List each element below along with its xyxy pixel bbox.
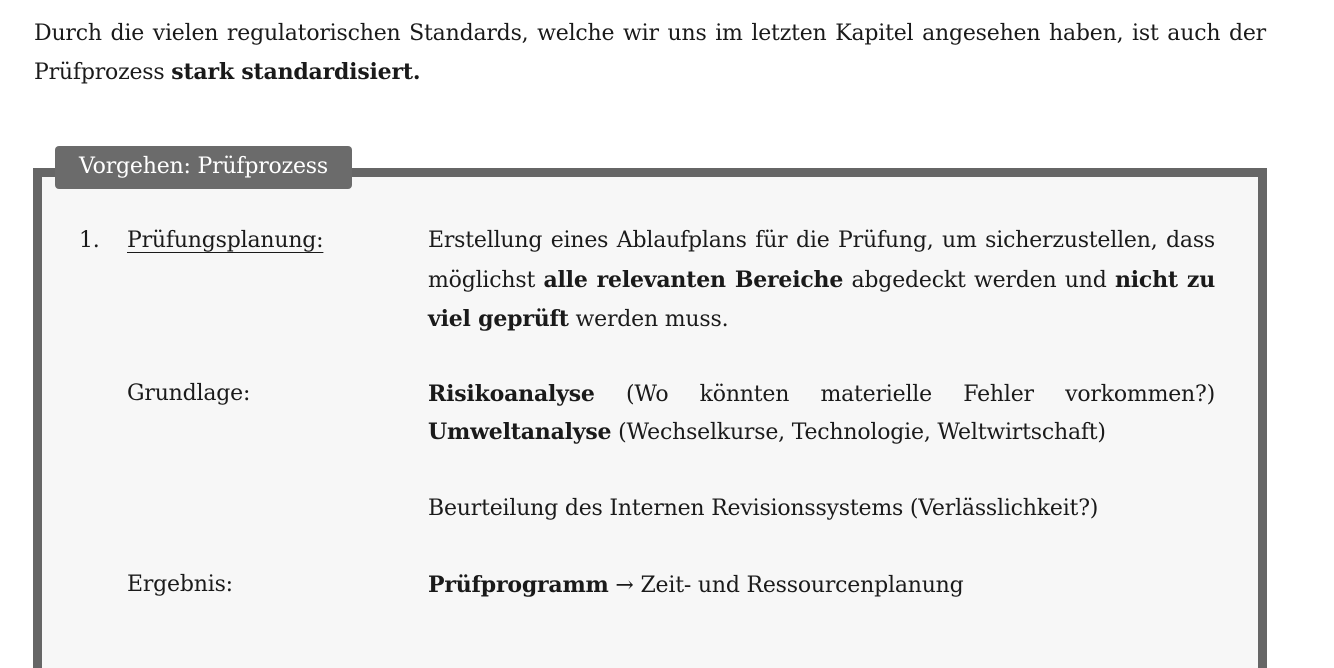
item-number: 1. [79,228,100,253]
intro-paragraph [34,14,1266,92]
intro-text: Durch die vielen regulatorischen Standards, welche wir uns im letzten Kapitel angesehen haben, ist auch der Prüfprozess [34,21,1266,85]
basis-internal-line: Beurteilung des Internen Revisionssystems (Verlässlichkeit?) [428,496,1099,521]
planning-bold-1: alle relevanten Bereiche [543,266,844,293]
basis-risk-line [428,375,1215,415]
result-label: Ergebnis: [127,572,233,597]
item-label-text: Prüfungsplanung: [127,228,324,253]
planning-text-2: abgedeckt werden und [843,267,1115,293]
result-bold: Prüfprogramm [428,572,609,598]
basis-env-line [428,413,1215,453]
result-text: Zeit- und Ressourcenplanung [640,573,964,598]
item-label [127,222,323,261]
planning-bold-2: nicht zu viel geprüft [428,266,1215,332]
env-analysis-bold: Umweltanalyse [428,419,612,445]
intro-bold: stark standardisiert. [171,59,421,85]
planning-description [428,222,1215,340]
planning-text-1: Erstellung eines Ablaufplans für die Prüfung, um sicherzustellen, dass möglichst [428,228,1215,293]
result-line [428,566,1215,606]
env-analysis-text: (Wechselkurse, Technologie, Weltwirtschaft) [611,420,1106,445]
risk-analysis-text: (Wo könnten materielle Fehler vorkommen?) [594,382,1215,407]
planning-text-3: werden muss. [568,307,729,332]
arrow-icon: → [608,573,641,598]
basis-label: Grundlage: [127,381,251,406]
box-title: Vorgehen: Prüfprozess [55,146,352,189]
risk-analysis-bold: Risikoanalyse [428,381,595,407]
